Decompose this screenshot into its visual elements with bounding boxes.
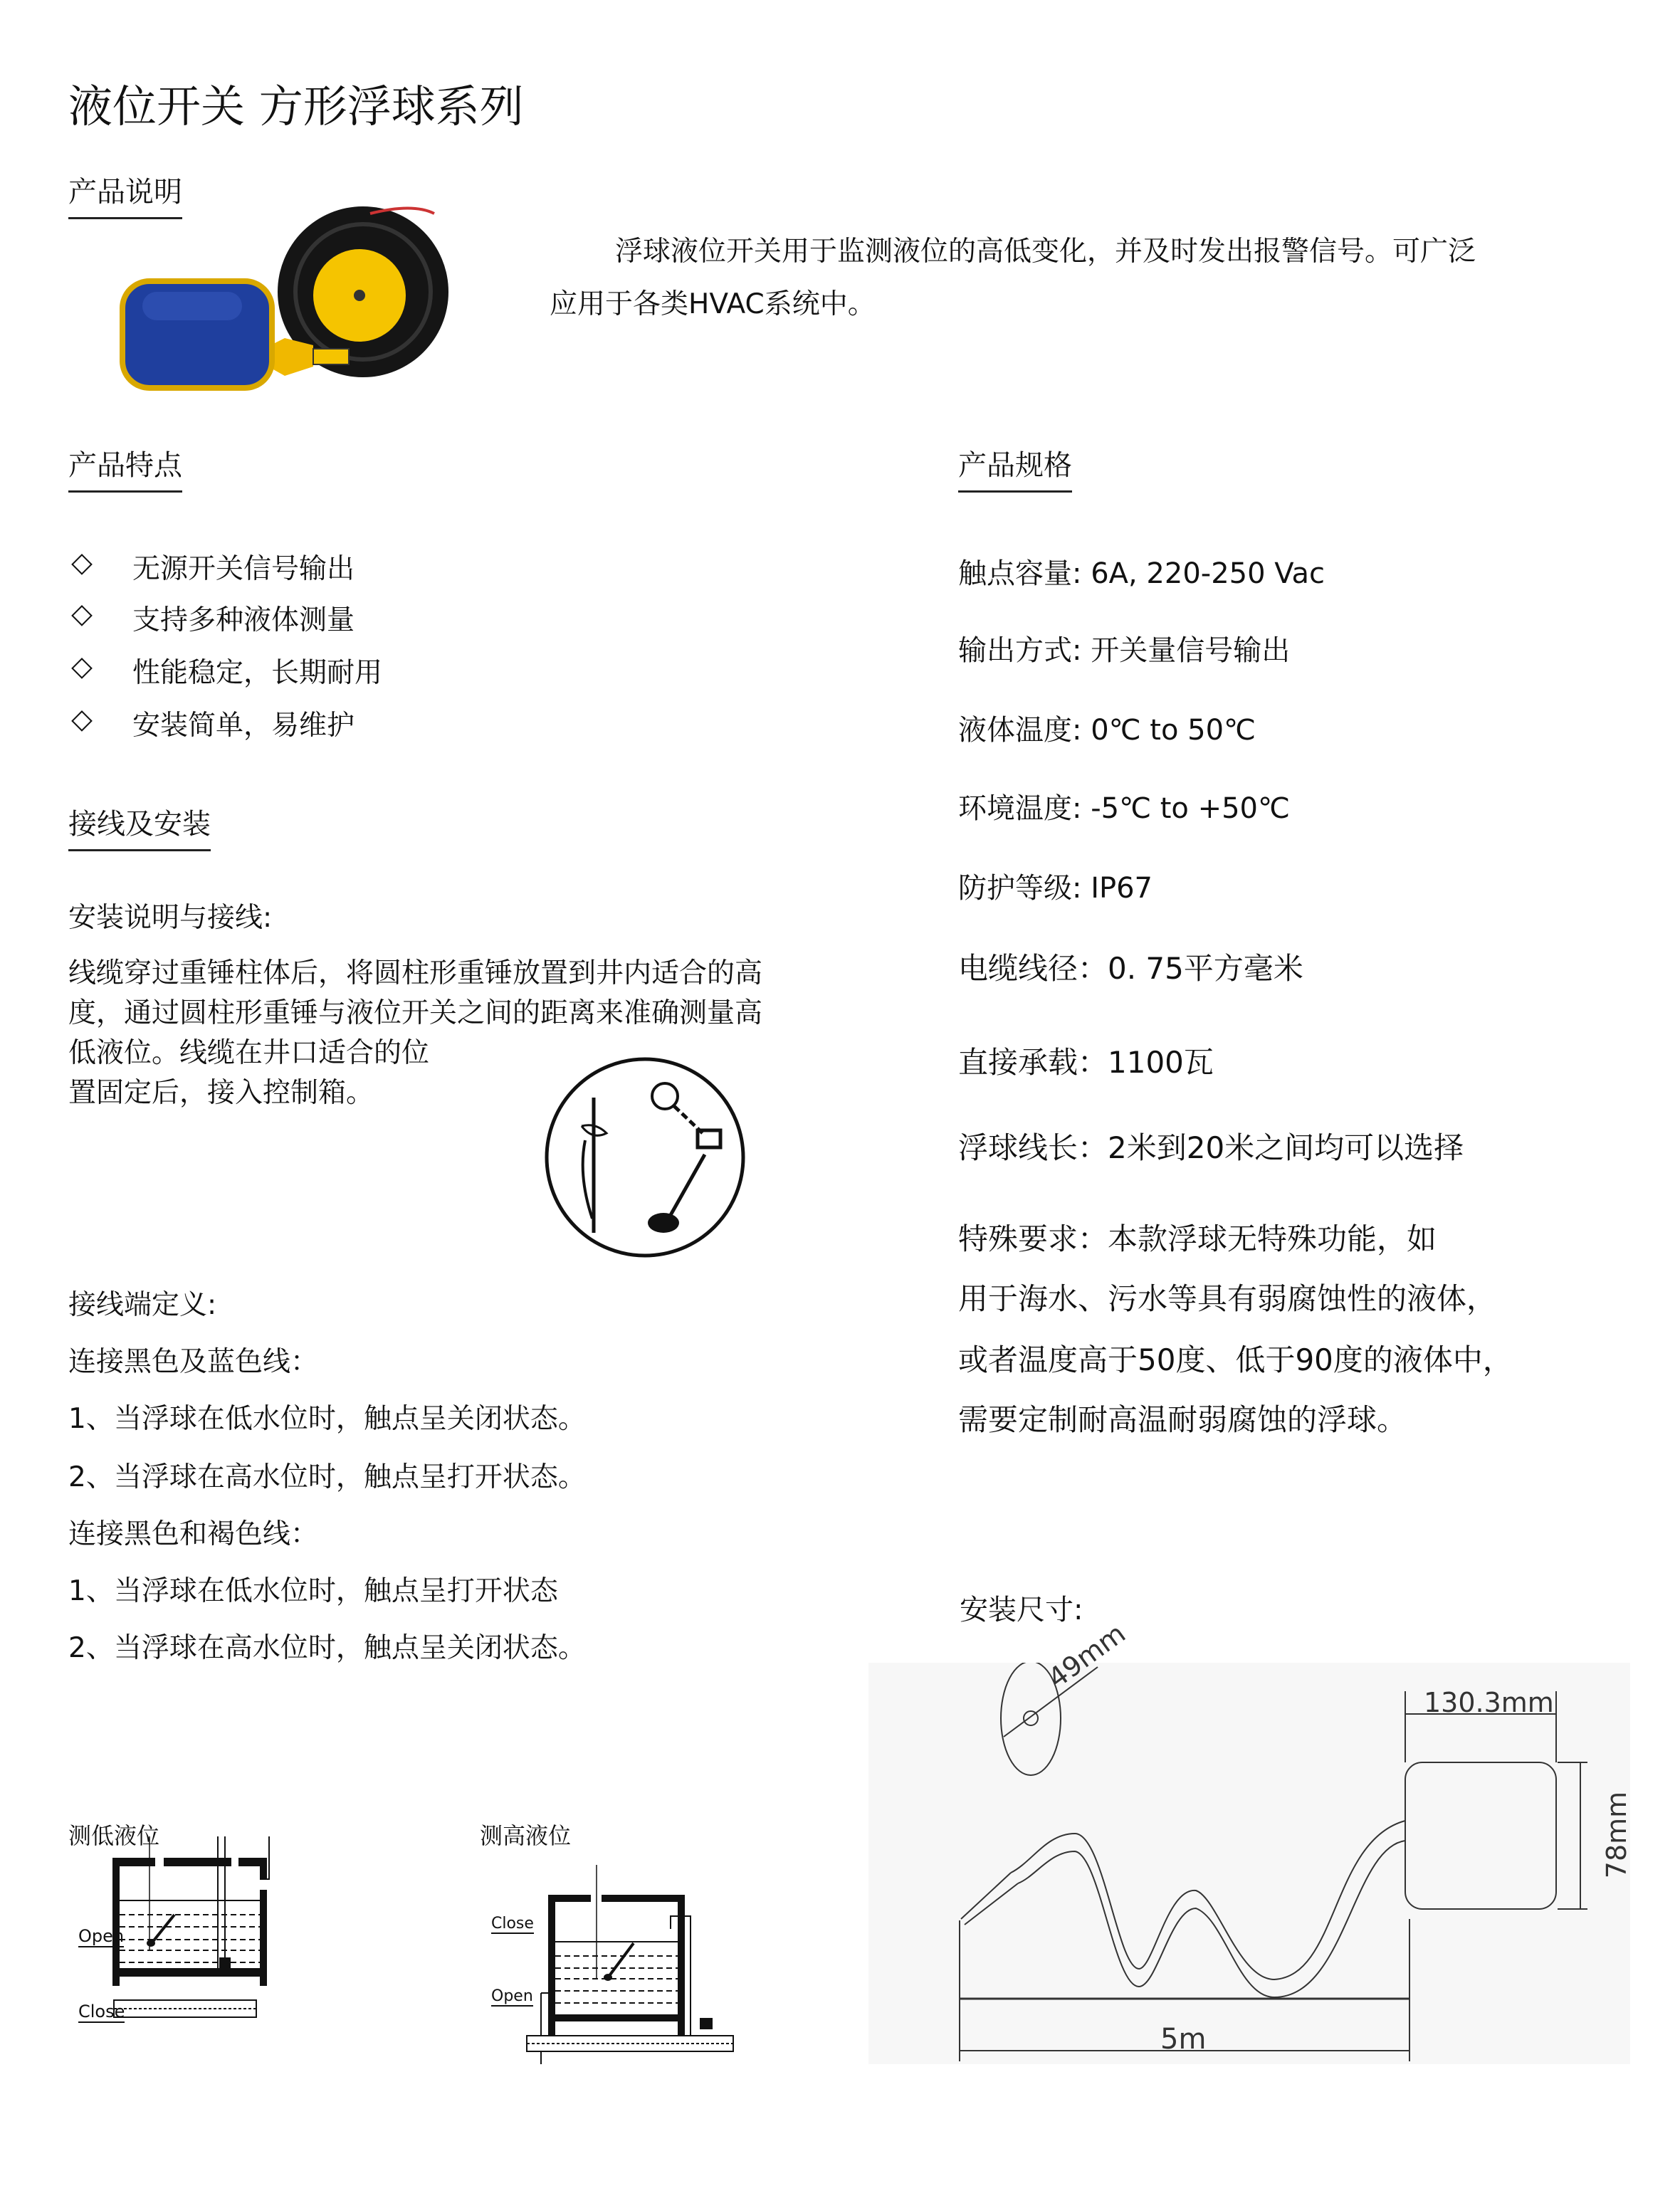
- high-level-tank-diagram: [513, 1836, 840, 2078]
- low-close-label: Close: [78, 2002, 125, 2021]
- bullet-icon: ◇: [71, 703, 93, 735]
- spec-item: 输出方式: 开关量信号输出: [958, 634, 1291, 667]
- low-level-tank-diagram: [71, 1836, 470, 2078]
- description-line-1: 浮球液位开关用于监测液位的高低变化，并及时发出报警信号。可广泛: [615, 236, 1476, 268]
- dimension-drawing: [868, 1617, 1633, 2064]
- feature-item: 无源开关信号输出: [132, 553, 355, 585]
- special-line: 或者温度高于50度、低于90度的液体中，: [958, 1342, 1513, 1377]
- spec-item: 浮球线长：2米到20米之间均可以选择: [958, 1130, 1464, 1165]
- terminal-line: 连接黑色及蓝色线：: [68, 1346, 319, 1378]
- low-level-title: 测低液位: [68, 1822, 160, 1849]
- installation-icon: [542, 1055, 747, 1260]
- high-close-label: Close: [491, 1915, 534, 1933]
- install-line: 低液位。线缆在井口适合的位: [68, 1037, 430, 1069]
- high-level-title: 测高液位: [480, 1822, 572, 1849]
- install-line: 度，通过圆柱形重锤与液位开关之间的距离来准确测量高: [68, 997, 763, 1029]
- diameter-label: 49mm: [1042, 1617, 1132, 1694]
- dimension-lines: [868, 1663, 1633, 2064]
- terminal-line: 1、当浮球在低水位时，触点呈打开状态: [68, 1575, 558, 1607]
- feature-item: 安装简单，易维护: [132, 710, 355, 742]
- spec-item: 电缆线径：0. 75平方毫米: [958, 951, 1303, 986]
- feature-item: 性能稳定，长期耐用: [132, 657, 383, 689]
- section-heading-specs: 产品规格: [958, 443, 1072, 493]
- section-heading-description: 产品说明: [68, 169, 182, 219]
- section-heading-wiring: 接线及安装: [68, 801, 211, 851]
- section-heading-features: 产品特点: [68, 443, 182, 493]
- terminal-line: 连接黑色和褐色线：: [68, 1518, 319, 1550]
- bullet-icon: ◇: [71, 651, 93, 683]
- page-title: 液位开关 方形浮球系列: [68, 80, 524, 132]
- special-line: 需要定制耐高温耐弱腐蚀的浮球。: [958, 1402, 1407, 1437]
- high-open-label: Open: [491, 1987, 533, 2005]
- terminal-line: 2、当浮球在高水位时，触点呈关闭状态。: [68, 1632, 586, 1664]
- install-line: 线缆穿过重锤柱体后，将圆柱形重锤放置到井内适合的高: [68, 957, 763, 989]
- terminal-line: 2、当浮球在高水位时，触点呈打开状态。: [68, 1461, 586, 1493]
- bullet-icon: ◇: [71, 547, 93, 579]
- size-label: 安装尺寸:: [960, 1594, 1083, 1626]
- spec-item: 触点容量: 6A, 220-250 Vac: [958, 557, 1325, 590]
- product-photo: [114, 192, 448, 413]
- bullet-icon: ◇: [71, 598, 93, 630]
- spec-item: 环境温度: -5℃ to +50℃: [958, 792, 1290, 825]
- spec-item: 液体温度: 0℃ to 50℃: [958, 714, 1256, 747]
- cable-length-label: 5m: [1160, 2023, 1207, 2056]
- spec-item: 直接承载：1100瓦: [958, 1045, 1214, 1080]
- terminal-label: 接线端定义:: [68, 1289, 217, 1321]
- height-label: 78mm: [1601, 1791, 1633, 1879]
- terminal-line: 1、当浮球在低水位时，触点呈关闭状态。: [68, 1403, 586, 1435]
- special-line: 特殊要求：本款浮球无特殊功能，如: [958, 1221, 1437, 1256]
- width-label: 130.3mm: [1424, 1687, 1554, 1718]
- special-line: 用于海水、污水等具有弱腐蚀性的液体，: [958, 1281, 1497, 1316]
- spec-item: 防护等级: IP67: [958, 872, 1153, 905]
- install-label: 安装说明与接线:: [68, 902, 273, 934]
- install-line: 置固定后，接入控制箱。: [68, 1077, 374, 1109]
- description-line-2: 应用于各类HVAC系统中。: [550, 288, 876, 320]
- feature-item: 支持多种液体测量: [132, 604, 355, 636]
- low-open-label: Open: [78, 1926, 125, 1946]
